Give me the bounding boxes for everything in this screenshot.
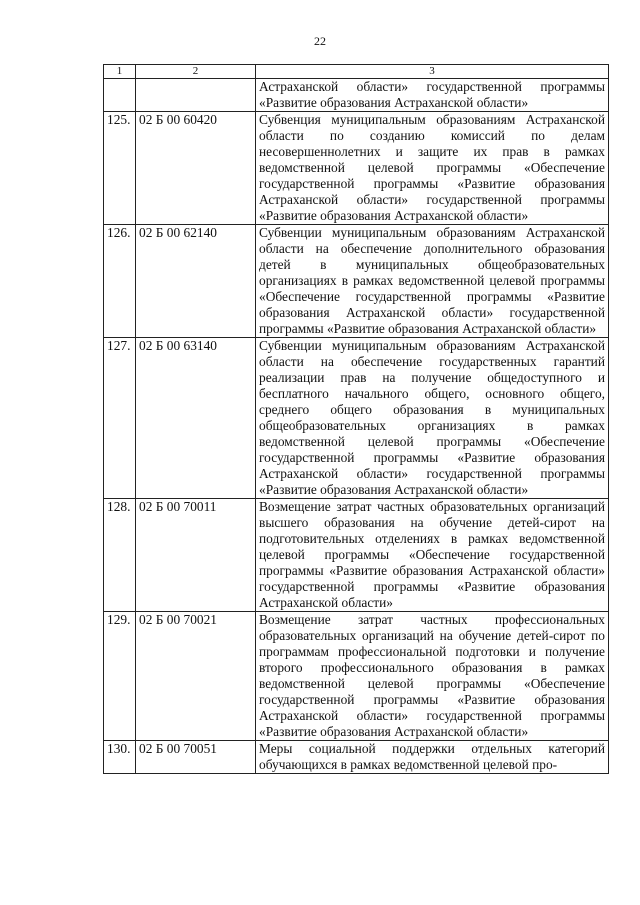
table-row bbox=[104, 612, 609, 741]
table-row bbox=[104, 741, 609, 774]
row-number: 130. bbox=[104, 741, 136, 774]
row-description: Астраханской области» государственной программы «Развитие образования Астраханской области» bbox=[256, 79, 609, 112]
row-number: 126. bbox=[104, 225, 136, 338]
budget-code: 02 Б 00 62140 bbox=[136, 225, 256, 338]
table-row bbox=[104, 338, 609, 499]
column-header: 2 bbox=[136, 65, 256, 79]
row-number: 128. bbox=[104, 499, 136, 612]
page-number: 22 bbox=[314, 34, 326, 48]
column-header: 3 bbox=[256, 65, 609, 79]
table-row bbox=[104, 499, 609, 612]
budget-code: 02 Б 00 70011 bbox=[136, 499, 256, 612]
row-description: Субвенция муниципальным образованиям Астраханской области по созданию комиссий по делам несовершеннолетних и защите их прав в рамках ведомственной целевой программы «Обеспечение государственной программы «Развитие образования Астраханской области» государственной программы «Развитие образования Астраханской области» bbox=[256, 112, 609, 225]
row-description: Возмещение затрат частных образовательных организаций высшего образования на обучение детей-сирот на подготовительных отделениях в рамках ведомственной целевой программы «Обеспечение государственной программы «Развитие образования Астраханской области» государственной программы «Развитие образования Астраханской области» bbox=[256, 499, 609, 612]
row-number bbox=[104, 79, 136, 112]
row-description: Субвенции муниципальным образованиям Астраханской области на обеспечение дополнительного образования детей в муниципальных общеобразовательных организациях в рамках ведомственной целевой программы «Обеспечение государственной программы «Развитие образования Астраханской области» государственной программы «Развитие образования Астраханской области» bbox=[256, 225, 609, 338]
row-number: 129. bbox=[104, 612, 136, 741]
budget-code: 02 Б 00 70051 bbox=[136, 741, 256, 774]
table-row bbox=[104, 225, 609, 338]
budget-code bbox=[136, 79, 256, 112]
row-description: Возмещение затрат частных профессиональных образовательных организаций на обучение детей-сирот по программам профессиональной подготовки и получение второго профессионального образования в рамках ведомственной целевой программы «Обеспечение государственной программы «Развитие образования Астраханской области» государственной программы «Развитие образования Астраханской области» bbox=[256, 612, 609, 741]
table-row bbox=[104, 79, 609, 112]
row-number: 125. bbox=[104, 112, 136, 225]
table-row bbox=[104, 112, 609, 225]
budget-code-table bbox=[103, 64, 609, 774]
row-description: Меры социальной поддержки отдельных категорий обучающихся в рамках ведомственной целевой про- bbox=[256, 741, 609, 774]
budget-code: 02 Б 00 63140 bbox=[136, 338, 256, 499]
row-number: 127. bbox=[104, 338, 136, 499]
budget-code: 02 Б 00 70021 bbox=[136, 612, 256, 741]
budget-code: 02 Б 00 60420 bbox=[136, 112, 256, 225]
column-header: 1 bbox=[104, 65, 136, 79]
table-header-row bbox=[104, 65, 609, 79]
row-description: Субвенции муниципальным образованиям Астраханской области на обеспечение государственных гарантий реализации прав на получение общедоступного и бесплатного начального общего, основного общего, среднего общего образования в муниципальных общеобразовательных организациях в рамках ведомственной целевой программы «Обеспечение государственной программы «Развитие образования Астраханской области» государственной программы «Развитие образования Астраханской области» bbox=[256, 338, 609, 499]
